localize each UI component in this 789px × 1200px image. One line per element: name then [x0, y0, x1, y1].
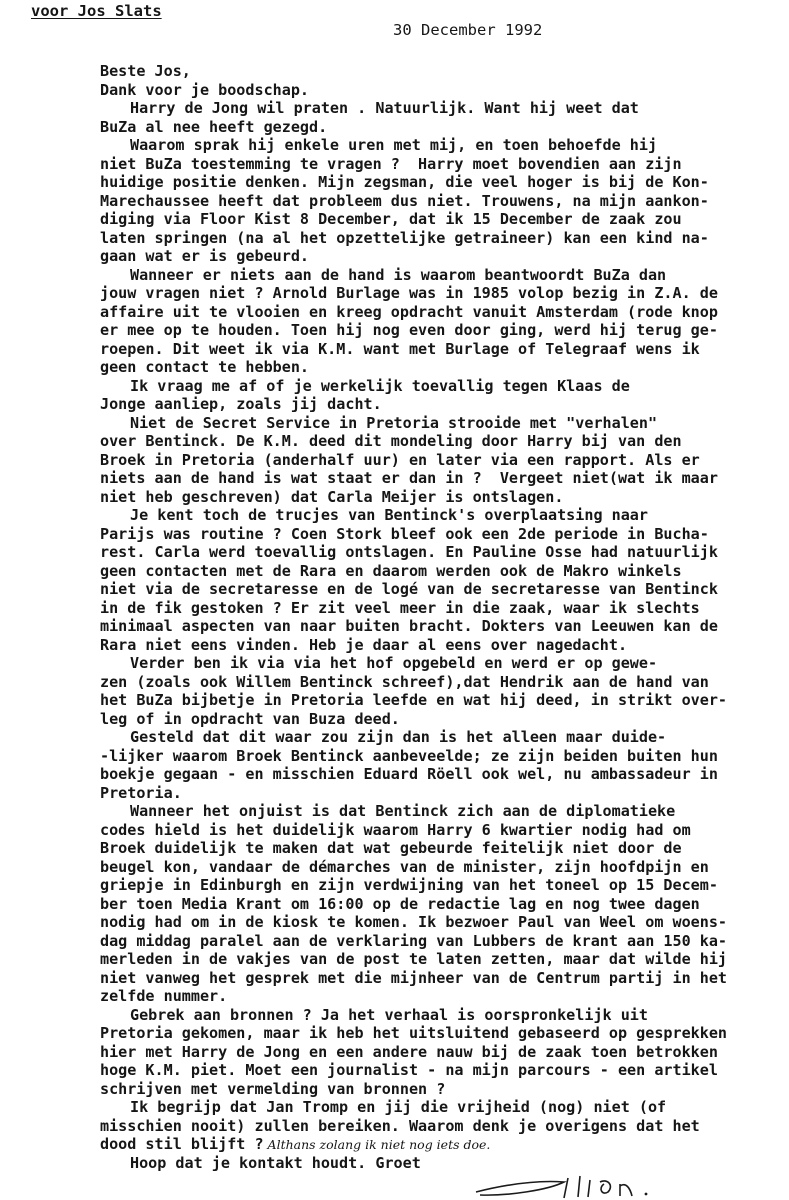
letter-line — [0, 821, 789, 840]
letter-line — [0, 1098, 789, 1117]
letter-line — [0, 802, 789, 821]
letter-line — [0, 136, 789, 155]
letter-line — [0, 1117, 789, 1136]
letter-line — [0, 525, 789, 544]
letter-line-text: Dank voor je boodschap. — [100, 80, 310, 99]
letter-line — [0, 118, 789, 137]
letter-line — [0, 432, 789, 451]
letter-line-text: Wanneer er niets aan de hand is waarom beantwoordt BuZa dan — [130, 265, 667, 284]
letter-line-text: Broek in Pretoria (anderhalf uur) en later via een rapport. Als er — [100, 450, 700, 469]
letter-body — [0, 62, 789, 1172]
letter-line — [0, 969, 789, 988]
letter-line-text: merleden in de vakjes van de post te laten zetten, maar dat wilde hij — [100, 950, 728, 968]
letter-line — [0, 950, 789, 969]
recipient-heading: voor Jos Slats — [31, 2, 162, 20]
letter-line-text: Je kent toch de trucjes van Bentinck's overplaatsing naar — [130, 506, 648, 524]
letter-line — [0, 303, 789, 322]
letter-line — [0, 1024, 789, 1043]
letter-line — [0, 673, 789, 692]
letter-line-text: Wanneer het onjuist is dat Bentinck zich aan de diplomatieke — [130, 802, 676, 820]
letter-line — [0, 1061, 789, 1080]
letter-line — [0, 987, 789, 1006]
letter-line — [0, 932, 789, 951]
letter-line-text: BuZa al nee heeft gezegd. — [100, 117, 328, 136]
letter-line-text: niets aan de hand is wat staat er dan in ? Vergeet niet(wat ik maar — [100, 469, 718, 487]
letter-line-text: rest. Carla werd toevallig ontslagen. En Pauline Osse had natuurlijk — [100, 543, 718, 561]
letter-line-text: hier met Harry de Jong en een andere nauw bij de zaak toen betrokken — [100, 1042, 718, 1061]
letter-date: 30 December 1992 — [393, 21, 543, 39]
letter-line-text: Parijs was routine ? Coen Stork bleef ook een 2de periode in Bucha- — [100, 524, 709, 543]
letter-line — [0, 266, 789, 285]
letter-line-text: niet via de secretaresse en de logé van de secretaresse van Bentinck — [100, 580, 718, 598]
letter-line-text: griepje in Edinburgh en zijn verdwijning van het toneel op 15 Decem- — [100, 876, 718, 894]
letter-line — [0, 710, 789, 729]
letter-line-text: Pretoria gekomen, maar ik heb het uitsluitend gebaseerd op gesprekken — [100, 1024, 728, 1042]
letter-line — [0, 747, 789, 766]
letter-line-text: Verder ben ik via via het hof opgebeld en werd er op gewe- — [130, 654, 658, 672]
letter-line-text: Harry de Jong wil praten . Natuurlijk. Want hij weet dat — [130, 99, 639, 117]
letter-line — [0, 876, 789, 895]
letter-line-text: in de fik gestoken ? Er zit veel meer in die zaak, waar ik slechts — [100, 598, 700, 617]
letter-line — [0, 81, 789, 100]
letter-line-text: geen contact te hebben. — [100, 358, 310, 376]
letter-line — [0, 377, 789, 396]
letter-line — [0, 543, 789, 562]
letter-line-text: over Bentinck. De K.M. deed dit mondeling door Harry bij van den — [100, 432, 682, 450]
letter-line-text: Ik vraag me af of je werkelijk toevallig tegen Klaas de — [130, 376, 630, 395]
letter-line-text: Waarom sprak hij enkele uren met mij, en toen behoefde hij — [130, 136, 658, 154]
letter-line-text: nodig had om in de kiosk te komen. Ik bezwoer Paul van Weel om woens- — [100, 913, 728, 931]
letter-line — [0, 284, 789, 303]
letter-line — [0, 599, 789, 618]
handwritten-signature — [468, 1164, 768, 1200]
letter-line-text: Jonge aanliep, zoals jij dacht. — [100, 395, 382, 413]
letter-line — [0, 580, 789, 599]
letter-line — [0, 913, 789, 932]
letter-line-text: misschien nooit) zullen bereiken. Waarom denk je overigens dat het — [100, 1116, 700, 1135]
letter-line — [0, 155, 789, 174]
letter-line — [0, 636, 789, 655]
letter-line — [0, 562, 789, 581]
letter-line — [0, 229, 789, 248]
letter-line — [0, 654, 789, 673]
letter-line-text: Ik begrijp dat Jan Tromp en jij die vrijheid (nog) niet (of — [130, 1098, 667, 1116]
letter-line-text: Rara niet eens vinden. Heb je daar al eens over nagedacht. — [100, 635, 628, 654]
letter-line — [0, 210, 789, 229]
letter-line-text: roepen. Dit weet ik via K.M. want met Burlage of Telegraaf wens ik — [100, 339, 700, 358]
letter-line — [0, 414, 789, 433]
letter-line-text: zen (zoals ook Willem Bentinck schreef),dat Hendrik aan de hand van — [100, 672, 709, 691]
letter-line-text: jouw vragen niet ? Arnold Burlage was in 1985 volop bezig in Z.A. de — [100, 284, 718, 302]
letter-line — [0, 451, 789, 470]
letter-line-text: affaire uit te vlooien en kreeg opdracht vanuit Amsterdam (rode knop — [100, 302, 718, 321]
letter-line-text: Hoop dat je kontakt houdt. Groet — [130, 1153, 421, 1172]
letter-line-text: -lijker waarom Broek Bentinck aanbeveelde; ze zijn beiden buiten hun — [100, 746, 718, 765]
letter-line-text: het BuZa bijbetje in Pretoria leefde en wat hij deed, in strikt over- — [100, 691, 728, 709]
letter-line-text: laten springen (na al het opzettelijke getraineer) kan een kind na- — [100, 228, 709, 247]
letter-line-text: boekje gegaan - en misschien Eduard Röell ook wel, nu ambassadeur in — [100, 765, 718, 783]
letter-line — [0, 1006, 789, 1025]
letter-line — [0, 765, 789, 784]
letter-line — [0, 62, 789, 81]
letter-line-text: codes hield is het duidelijk waarom Harry 6 kwartier nodig had om — [100, 820, 691, 839]
letter-line-text: Beste Jos, — [100, 62, 191, 80]
letter-line-text: leg of in opdracht van Buza deed. — [100, 709, 400, 728]
letter-line-text: Marechaussee heeft dat probleem dus niet. Trouwens, na mijn aankon- — [100, 191, 709, 210]
letter-line — [0, 617, 789, 636]
letter-line — [0, 99, 789, 118]
letter-line — [0, 395, 789, 414]
letter-line-text: geen contacten met de Rara en daarom werden ook de Makro winkels — [100, 561, 682, 580]
letter-line-text: er mee op te houden. Toen hij nog even door ging, werd hij terug ge- — [100, 321, 718, 339]
letter-line-text: Broek duidelijk te maken dat wat gebeurde feitelijk niet door de — [100, 839, 682, 857]
letter-line — [0, 1043, 789, 1062]
letter-line-text: niet heb geschreven) dat Carla Meijer is ontslagen. — [100, 487, 564, 506]
letter-line — [0, 895, 789, 914]
letter-line-text: Pretoria. — [100, 783, 182, 802]
letter-line-text: niet vanweg het gesprek met die mijnheer van de Centrum partij in het — [100, 968, 728, 987]
letter-line — [0, 1135, 789, 1154]
letter-line-text: Gebrek aan bronnen ? Ja het verhaal is oorspronkelijk uit — [130, 1005, 648, 1024]
letter-line — [0, 358, 789, 377]
letter-line-text: hoge K.M. piet. Moet een journalist - na mijn parcours - een artikel — [100, 1061, 718, 1079]
letter-line-text: dood stil blijft ? — [100, 1135, 264, 1153]
letter-line — [0, 469, 789, 488]
letter-line-text: diging via Floor Kist 8 December, dat ik 15 December de zaak zou — [100, 210, 682, 228]
letter-line — [0, 340, 789, 359]
letter-line — [0, 839, 789, 858]
letter-line-text: ber toen Media Krant om 16:00 op de redactie lag en nog twee dagen — [100, 894, 700, 913]
letter-line-text: dag middag paralel aan de verklaring van Lubbers de krant aan 150 ka- — [100, 931, 728, 950]
letter-line-text: zelfde nummer. — [100, 987, 228, 1005]
letter-line — [0, 192, 789, 211]
handwritten-note: Althans zolang ik niet nog iets doe. — [263, 1137, 491, 1152]
letter-line — [0, 506, 789, 525]
letter-line-text: schrijven met vermelding van bronnen ? — [100, 1079, 446, 1098]
letter-line-text: Niet de Secret Service in Pretoria strooide met "verhalen" — [130, 413, 658, 432]
letter-line — [0, 1080, 789, 1099]
letter-line-text: beugel kon, vandaar de démarches van de minister, zijn hoofdpijn en — [100, 857, 709, 876]
letter-line — [0, 321, 789, 340]
letter-line-text: niet BuZa toestemming te vragen ? Harry moet bovendien aan zijn — [100, 154, 682, 173]
letter-line-text: Gesteld dat dit waar zou zijn dan is het alleen maar duide- — [130, 728, 667, 746]
letter-line — [0, 691, 789, 710]
letter-line — [0, 858, 789, 877]
letter-line-text: gaan wat er is gebeurd. — [100, 247, 310, 265]
letter-line-text: minimaal aspecten van naar buiten bracht. Dokters van Leeuwen kan de — [100, 617, 718, 635]
letter-line — [0, 247, 789, 266]
letter-line — [0, 728, 789, 747]
letter-line — [0, 173, 789, 192]
letter-line-text: huidige positie denken. Mijn zegsman, die veel hoger is bij de Kon- — [100, 173, 709, 191]
letter-line — [0, 488, 789, 507]
letter-line — [0, 784, 789, 803]
